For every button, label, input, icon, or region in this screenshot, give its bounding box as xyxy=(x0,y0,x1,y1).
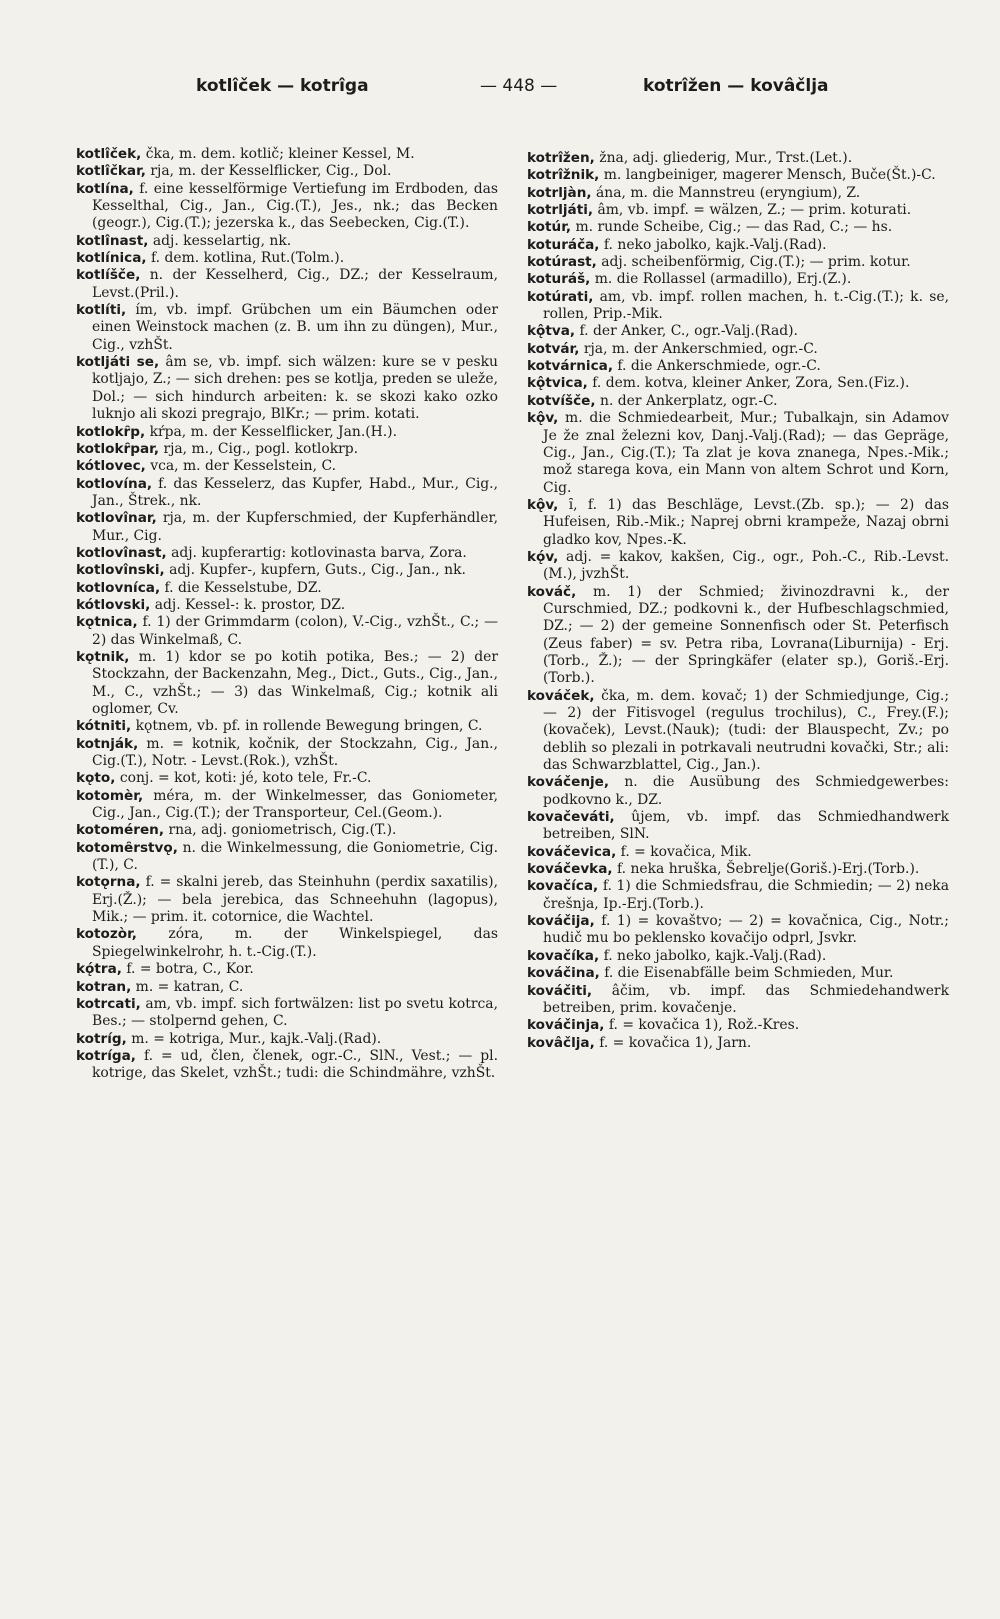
header-right-guide-words: kotrîžen — kovâčlja xyxy=(643,76,829,96)
dictionary-entry xyxy=(527,202,949,219)
dictionary-entry xyxy=(527,289,949,324)
dictionary-entry xyxy=(527,219,949,236)
entry-headword: kotlîček, xyxy=(76,146,142,162)
dictionary-entry xyxy=(76,822,498,839)
dictionary-entry xyxy=(527,688,949,775)
entry-definition: f. dem. kotlina, Rut.(Tolm.). xyxy=(151,250,345,267)
entry-headword: kotnják, xyxy=(76,735,139,752)
dictionary-entry xyxy=(527,410,949,497)
entry-definition: ûjem, vb. impf. das Schmiedhandwerk betreiben, SlN. xyxy=(543,809,949,843)
entry-headword: kǫ́v, xyxy=(527,548,559,565)
dictionary-entry xyxy=(76,770,498,787)
entry-definition: adj. Kupfer-, kupfern, Guts., Cig., Jan., nk. xyxy=(169,562,466,579)
entry-headword: kovačeváti, xyxy=(527,809,615,826)
entry-definition: m. = katran, C. xyxy=(135,978,244,995)
entry-headword: kotvíšče, xyxy=(527,392,596,409)
entry-headword: kotomèr, xyxy=(76,787,144,804)
dictionary-entry xyxy=(527,341,949,358)
entry-definition: ím, vb. impf. Grübchen um ein Bäumchen oder einen Weinstock machen (z. B. um ihn zu düngen), Mur., Cig., vzhŠt. xyxy=(92,302,499,353)
dictionary-entry xyxy=(76,580,498,597)
entry-definition: f. neka hruška, Šebrelje(Goriš.)-Erj.(Torb.). xyxy=(617,861,920,878)
dictionary-entry xyxy=(76,840,498,875)
dictionary-entry xyxy=(76,649,498,718)
entry-headword: koturáš, xyxy=(527,271,591,288)
entry-definition: f. dem. kotva, kleiner Anker, Zora, Sen.(Fiz.). xyxy=(592,375,910,392)
entry-headword: kǫ̂tvica, xyxy=(527,375,588,392)
entry-definition: méra, m. der Winkelmesser, das Goniometer, Cig., Jan., Cig.(T.); der Transporteur, Cel.(Geom.). xyxy=(92,787,499,822)
dictionary-entry xyxy=(527,983,949,1018)
dictionary-entry xyxy=(76,163,498,180)
entry-definition: adj. kupferartig: kotlovinasta barva, Zora. xyxy=(171,544,467,561)
entry-definition: f. das Kesselerz, das Kupfer, Habd., Mur., Cig., Jan., Štrek., nk. xyxy=(92,475,498,509)
entry-headword: kotúrast, xyxy=(527,254,597,271)
entry-definition: kǫtnem, vb. pf. in rollende Bewegung bringen, C. xyxy=(135,718,483,735)
dictionary-entry xyxy=(76,233,498,250)
entry-definition: ȋ, f. 1) das Beschläge, Levst.(Zb. sp.); — 2) das Hufeisen, Rib.-Mik.; Naprej obrni krampeže, Nazaj obrni gladko kov, Npes.-K. xyxy=(543,496,949,548)
entry-headword: kováčenje, xyxy=(527,774,610,791)
dictionary-entry xyxy=(527,358,949,375)
entry-definition: f. = skalni jereb, das Steinhuhn (perdix saxatilis), Erj.(Ž.); — bela jerebica, das Schneehuhn (lagopus), Mik.; — prim. it. cotornice, die Wachtel. xyxy=(92,874,498,926)
dictionary-entry xyxy=(527,167,949,184)
dictionary-entry xyxy=(527,1035,949,1052)
entry-headword: kǫ̂v, xyxy=(527,496,559,513)
entry-headword: kǫ̂tva, xyxy=(527,323,576,340)
dictionary-entry xyxy=(76,718,498,735)
entry-definition: rja, m. der Kupferschmied, der Kupferhändler, Mur., Cig. xyxy=(92,510,499,544)
right-column xyxy=(527,150,949,1052)
entry-headword: kotlína, xyxy=(76,180,134,197)
entry-definition: f. = kovačica 1), Jarn. xyxy=(599,1034,752,1051)
entry-definition: âm, vb. impf. = wälzen, Z.; — prim. koturati. xyxy=(597,202,912,219)
entry-definition: n. der Ankerplatz, ogr.-C. xyxy=(600,392,778,409)
entry-definition: adj. scheibenförmig, Cig.(T.); — prim. kotur. xyxy=(601,254,911,271)
entry-headword: kováčinja, xyxy=(527,1017,605,1034)
entry-headword: kotlokȓpar, xyxy=(76,440,160,457)
entry-headword: kováčevka, xyxy=(527,861,613,878)
dictionary-entry xyxy=(527,254,949,271)
entry-headword: kotrcati, xyxy=(76,995,141,1012)
entry-definition: ána, m. die Mannstreu (eryngium), Z. xyxy=(595,184,861,201)
entry-headword: kotúrati, xyxy=(527,288,594,305)
header-left-guide-words: kotlîček — kotrîga xyxy=(196,76,369,96)
entry-definition: âčim, vb. impf. das Schmiedehandwerk betreiben, prim. kovačenje. xyxy=(543,982,949,1016)
dictionary-entry xyxy=(76,510,498,545)
entry-definition: f. eine kesselförmige Vertiefung im Erdboden, das Kesselthal, Cig., Jan., Cig.(T.), Jes., nk.; das Becken (geogr.), Cig.(T.); jezerska k., das Seebecken, Cig.(T.). xyxy=(92,180,498,232)
entry-definition: f. der Anker, C., ogr.-Valj.(Rad). xyxy=(579,323,798,340)
entry-headword: kotrljàn, xyxy=(527,184,592,201)
entry-definition: n. die Ausübung des Schmiedgewerbes: podkovno k., DZ. xyxy=(543,774,949,808)
dictionary-entry xyxy=(76,1031,498,1048)
entry-definition: žna, adj. gliederig, Mur., Trst.(Let.). xyxy=(599,150,853,166)
entry-definition: vca, m. der Kesselstein, C. xyxy=(150,458,337,475)
dictionary-entry xyxy=(76,476,498,511)
dictionary-entry xyxy=(76,562,498,579)
entry-headword: kotlovînski, xyxy=(76,562,165,579)
entry-headword: kotlovína, xyxy=(76,475,153,492)
dictionary-entry xyxy=(527,1017,949,1034)
entry-definition: m. die Schmiedearbeit, Mur.; Tubalkajn, sin Adamov Je že znal železni kov, Danj.-Valj.(Rad); — das Gepräge, Cig., Jan., Cig.(T.); Ta zlat je kova znanega, Npes.-Mik.; mož starega kova, ein Mann von altem Schrot und Korn, Cig. xyxy=(543,410,949,496)
dictionary-entry xyxy=(76,961,498,978)
running-header xyxy=(76,68,960,102)
entry-headword: kótniti, xyxy=(76,718,132,735)
entry-headword: kotúr, xyxy=(527,219,572,236)
dictionary-entry xyxy=(527,844,949,861)
dictionary-entry xyxy=(527,549,949,584)
entry-definition: kŕpa, m. der Kesselflicker, Jan.(H.). xyxy=(149,423,398,440)
entry-headword: koturáča, xyxy=(527,236,600,253)
dictionary-entry xyxy=(76,996,498,1031)
entry-definition: m. 1) der Schmied; živinozdravni k., der Curschmied, DZ.; podkovni k., der Hufbeschlagschmied, DZ.; — 2) der gemeine Sonnenfisch oder St. Peterfisch (Zeus faber) = sv. Petra riba, Lovrana(Liburnija) - Erj.(Torb., Ž.); — der Springkäfer (elater sp.), Goriš.-Erj.(Torb.). xyxy=(543,583,950,687)
entry-definition: m. 1) kdor se po kotih potika, Bes.; — 2) der Stockzahn, der Backenzahn, Meg., Dict., Guts., Cig., Jan., M., C., vzhŠt.; — 3) das Winkelmaß, Cig.; kotnik ali oglomer, Cv. xyxy=(92,648,498,717)
dictionary-entry xyxy=(527,185,949,202)
dictionary-entry xyxy=(527,497,949,549)
entry-definition: f. die Ankerschmiede, ogr.-C. xyxy=(617,358,821,375)
dictionary-entry xyxy=(76,597,498,614)
dictionary-entry xyxy=(76,267,498,302)
dictionary-entry xyxy=(527,393,949,410)
dictionary-entry xyxy=(527,878,949,913)
entry-headword: kotrîžen, xyxy=(527,150,595,166)
entry-headword: kotríga, xyxy=(76,1047,136,1064)
entry-headword: kotlovînar, xyxy=(76,510,157,527)
dictionary-entry xyxy=(527,150,949,167)
entry-definition: zóra, m. der Winkelspiegel, das Spiegelwinkelrohr, h. t.-Cig.(T.). xyxy=(92,926,498,960)
dictionary-entry xyxy=(527,323,949,340)
dictionary-entry xyxy=(76,441,498,458)
entry-headword: kǫto, xyxy=(76,770,116,787)
entry-definition: conj. = kot, koti: jé, koto tele, Fr.-C. xyxy=(119,770,372,787)
dictionary-entry xyxy=(76,874,498,926)
entry-headword: kotoméren, xyxy=(76,822,165,839)
entry-definition: f. = kovačica, Mik. xyxy=(620,843,752,860)
entry-headword: kǫ́tra, xyxy=(76,961,122,978)
entry-definition: adj. kesselartig, nk. xyxy=(152,232,292,249)
entry-headword: kotlínica, xyxy=(76,250,147,267)
dictionary-entry xyxy=(527,809,949,844)
entry-definition: čka, m. dem. kotlič; kleiner Kessel, M. xyxy=(145,146,415,162)
entry-headword: kotozòr, xyxy=(76,926,137,943)
entry-headword: kováčija, xyxy=(527,913,595,930)
entry-headword: kotvár, xyxy=(527,340,580,357)
entry-headword: kǫtnica, xyxy=(76,614,138,631)
page-number: — 448 — xyxy=(480,76,558,96)
entry-definition: f. = botra, C., Kor. xyxy=(126,961,254,978)
dictionary-entry xyxy=(76,614,498,649)
entry-definition: f. = ud, člen, členek, ogr.-C., SlN., Vest.; — pl. kotrige, das Skelet, vzhŠt.; tudi: die Schindmähre, vzhŠt. xyxy=(92,1047,498,1082)
entry-headword: kovačíka, xyxy=(527,947,600,964)
entry-definition: f. 1) = kovaštvo; — 2) = kovačnica, Cig., Notr.; hudič mu bo peklensko kovačijo odprl, Jsvkr. xyxy=(543,913,949,947)
entry-definition: f. die Eisenabfälle beim Schmieden, Mur. xyxy=(604,965,894,982)
entry-definition: n. die Winkelmessung, die Goniometrie, Cig.(T.), C. xyxy=(92,839,498,874)
entry-headword: kótlovec, xyxy=(76,458,146,475)
entry-headword: kotljáti se, xyxy=(76,354,160,371)
dictionary-entry xyxy=(76,545,498,562)
entry-definition: m. runde Scheibe, Cig.; — das Rad, C.; — hs. xyxy=(575,219,893,236)
dictionary-entry xyxy=(76,979,498,996)
entry-headword: kováčevica, xyxy=(527,843,617,860)
entry-headword: kǫtnik, xyxy=(76,648,130,665)
entry-headword: kótlovski, xyxy=(76,596,151,613)
entry-definition: f. die Kesselstube, DZ. xyxy=(164,579,322,596)
dictionary-entry xyxy=(527,237,949,254)
entry-definition: rja, m. der Kesselflicker, Cig., Dol. xyxy=(150,163,392,180)
entry-definition: adj. Kessel-: k. prostor, DZ. xyxy=(154,596,346,613)
dictionary-entry xyxy=(527,861,949,878)
dictionary-entry xyxy=(76,424,498,441)
entry-headword: kotlíšče, xyxy=(76,267,141,284)
entry-headword: kotlînast, xyxy=(76,232,149,249)
dictionary-entry xyxy=(76,788,498,823)
entry-headword: kovâčlja, xyxy=(527,1034,595,1051)
dictionary-entry xyxy=(76,250,498,267)
entry-definition: am, vb. impf. sich fortwälzen: list po svetu kotrca, Bes.; — stolpernd gehen, C. xyxy=(92,995,498,1030)
dictionary-entry xyxy=(76,736,498,771)
entry-definition: m. = kotnik, kočnik, der Stockzahn, Cig., Jan., Cig.(T.), Notr. - Levst.(Rok.), vzhŠt. xyxy=(92,735,498,770)
entry-headword: kotomȇrstvǫ, xyxy=(76,839,178,856)
dictionary-entry xyxy=(76,926,498,961)
entry-definition: rja, m., Cig., pogl. kotlokrp. xyxy=(163,440,359,457)
entry-headword: kováč, xyxy=(527,583,577,600)
entry-definition: f. 1) der Grimmdarm (colon), V.-Cig., vzhŠt., C.; — 2) das Winkelmaß, C. xyxy=(92,614,498,648)
entry-headword: kotrîžnik, xyxy=(527,167,600,184)
entry-headword: kováčina, xyxy=(527,965,600,982)
entry-definition: f. neko jabolko, kajk.-Valj.(Rad). xyxy=(603,236,827,253)
entry-headword: kováčiti, xyxy=(527,982,593,999)
entry-headword: kotǫrna, xyxy=(76,874,141,891)
dictionary-entry xyxy=(76,458,498,475)
dictionary-entry xyxy=(76,181,498,233)
dictionary-entry xyxy=(76,146,498,163)
entry-headword: kotvárnica, xyxy=(527,358,613,375)
entry-definition: m. = kotriga, Mur., kajk.-Valj.(Rad). xyxy=(131,1030,382,1047)
entry-definition: f. neko jabolko, kajk.-Valj.(Rad). xyxy=(603,947,827,964)
dictionary-entry xyxy=(527,584,949,688)
entry-definition: adj. = kakov, kakšen, Cig., ogr., Poh.-C., Rib.-Levst.(M.), jvzhŠt. xyxy=(543,548,950,583)
entry-definition: rna, adj. goniometrisch, Cig.(T.). xyxy=(168,822,397,839)
entry-definition: f. 1) die Schmiedsfrau, die Schmiedin; — 2) neka črešnja, Ip.-Erj.(Torb.). xyxy=(543,878,949,912)
dictionary-entry xyxy=(527,948,949,965)
entry-headword: kovačíca, xyxy=(527,878,599,895)
entry-definition: am, vb. impf. rollen machen, h. t.-Cig.(T.); k. se, rollen, Prip.-Mik. xyxy=(543,288,949,323)
dictionary-entry xyxy=(527,271,949,288)
entry-definition: âm se, vb. impf. sich wälzen: kure se v pesku kotljajo, Z.; — sich drehen: pes se kotlja, preden se uleže, Dol.; — sich hindurch arbeiten: k. se skozi kako ozko luknjo ali skozi pregrajo, BlKr.; — prim. kotati. xyxy=(92,354,498,423)
entry-headword: kotlovníca, xyxy=(76,579,161,596)
dictionary-entry xyxy=(527,913,949,948)
entry-headword: kǫ̂v, xyxy=(527,410,559,427)
entry-definition: m. die Rollassel (armadillo), Erj.(Z.). xyxy=(594,271,852,288)
dictionary-entry xyxy=(527,774,949,809)
dictionary-entry xyxy=(76,354,498,423)
dictionary-entry xyxy=(527,375,949,392)
entry-headword: kotlovînast, xyxy=(76,544,167,561)
dictionary-entry xyxy=(76,1048,498,1083)
entry-headword: kováček, xyxy=(527,687,595,704)
entry-definition: m. langbeiniger, magerer Mensch, Buče(Št.)-C. xyxy=(603,167,936,184)
entry-headword: kotran, xyxy=(76,978,132,995)
entry-definition: n. der Kesselherd, Cig., DZ.; der Kesselraum, Levst.(Pril.). xyxy=(92,267,498,301)
entry-headword: kotlokȓp, xyxy=(76,423,146,440)
entry-headword: kotríg, xyxy=(76,1030,127,1047)
entry-definition: rja, m. der Ankerschmied, ogr.-C. xyxy=(583,340,818,357)
left-column xyxy=(76,146,498,1083)
entry-headword: kotlíti, xyxy=(76,302,127,319)
entry-definition: f. = kovačica 1), Rož.-Kres. xyxy=(608,1017,800,1034)
dictionary-entry xyxy=(527,965,949,982)
dictionary-entry xyxy=(76,302,498,354)
entry-definition: čka, m. dem. kovač; 1) der Schmiedjunge, Cig.; — 2) der Fitisvogel (regulus trochilus), C., Frey.(F.); (kovaček), Levst.(Nauk); (tudi: der Blauspecht, Zv.; po deblih so plezali in potrkavali neutrudni kovački, Str.; ali: das Schwarzblattel, Cig., Jan.). xyxy=(543,687,949,774)
entry-headword: kotlîčkar, xyxy=(76,163,146,180)
entry-headword: kotrljáti, xyxy=(527,202,594,219)
